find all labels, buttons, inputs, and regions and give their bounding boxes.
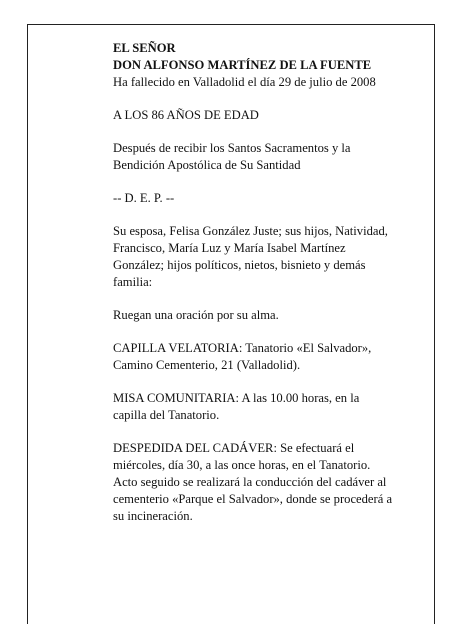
obituary-notice [113, 40, 423, 525]
age-block [113, 107, 423, 124]
chapel-line-1: CAPILLA VELATORIA: Tanatorio «El Salvador», [113, 341, 372, 355]
death-statement: Ha fallecido en Valladolid el día 29 de julio de 2008 [113, 75, 376, 89]
age-text: A LOS 86 AÑOS DE EDAD [113, 108, 259, 122]
family-line-4: familia: [113, 275, 153, 289]
sacraments-block [113, 140, 423, 174]
family-line-1: Su esposa, Felisa González Juste; sus hijos, Natividad, [113, 224, 388, 238]
chapel-block [113, 340, 423, 374]
prayer-block [113, 307, 423, 324]
farewell-line-1: DESPEDIDA DEL CADÁVER: Se efectuará el [113, 441, 355, 455]
family-line-3: González; hijos políticos, nietos, bisnieto y demás [113, 258, 366, 272]
family-line-2: Francisco, María Luz y María Isabel Martínez [113, 241, 346, 255]
dep-block [113, 190, 423, 207]
farewell-block [113, 440, 423, 525]
farewell-line-2: miércoles, día 30, a las once horas, en el Tanatorio. [113, 458, 371, 472]
sacraments-line-2: Bendición Apostólica de Su Santidad [113, 158, 301, 172]
farewell-line-5: su incineración. [113, 509, 193, 523]
prayer-text: Ruegan una oración por su alma. [113, 308, 279, 322]
sacraments-line-1: Después de recibir los Santos Sacramentos y la [113, 141, 351, 155]
chapel-line-2: Camino Cementerio, 21 (Valladolid). [113, 358, 301, 372]
header-block [113, 40, 423, 91]
mass-line-2: capilla del Tanatorio. [113, 408, 220, 422]
deceased-name: DON ALFONSO MARTÍNEZ DE LA FUENTE [113, 58, 372, 72]
header-title: EL SEÑOR [113, 41, 176, 55]
mass-block [113, 390, 423, 424]
family-block [113, 223, 423, 291]
farewell-line-4: cementerio «Parque el Salvador», donde se procederá a [113, 492, 393, 506]
dep-text: -- D. E. P. -- [113, 191, 175, 205]
mass-line-1: MISA COMUNITARIA: A las 10.00 horas, en la [113, 391, 360, 405]
farewell-line-3: Acto seguido se realizará la conducción del cadáver al [113, 475, 387, 489]
